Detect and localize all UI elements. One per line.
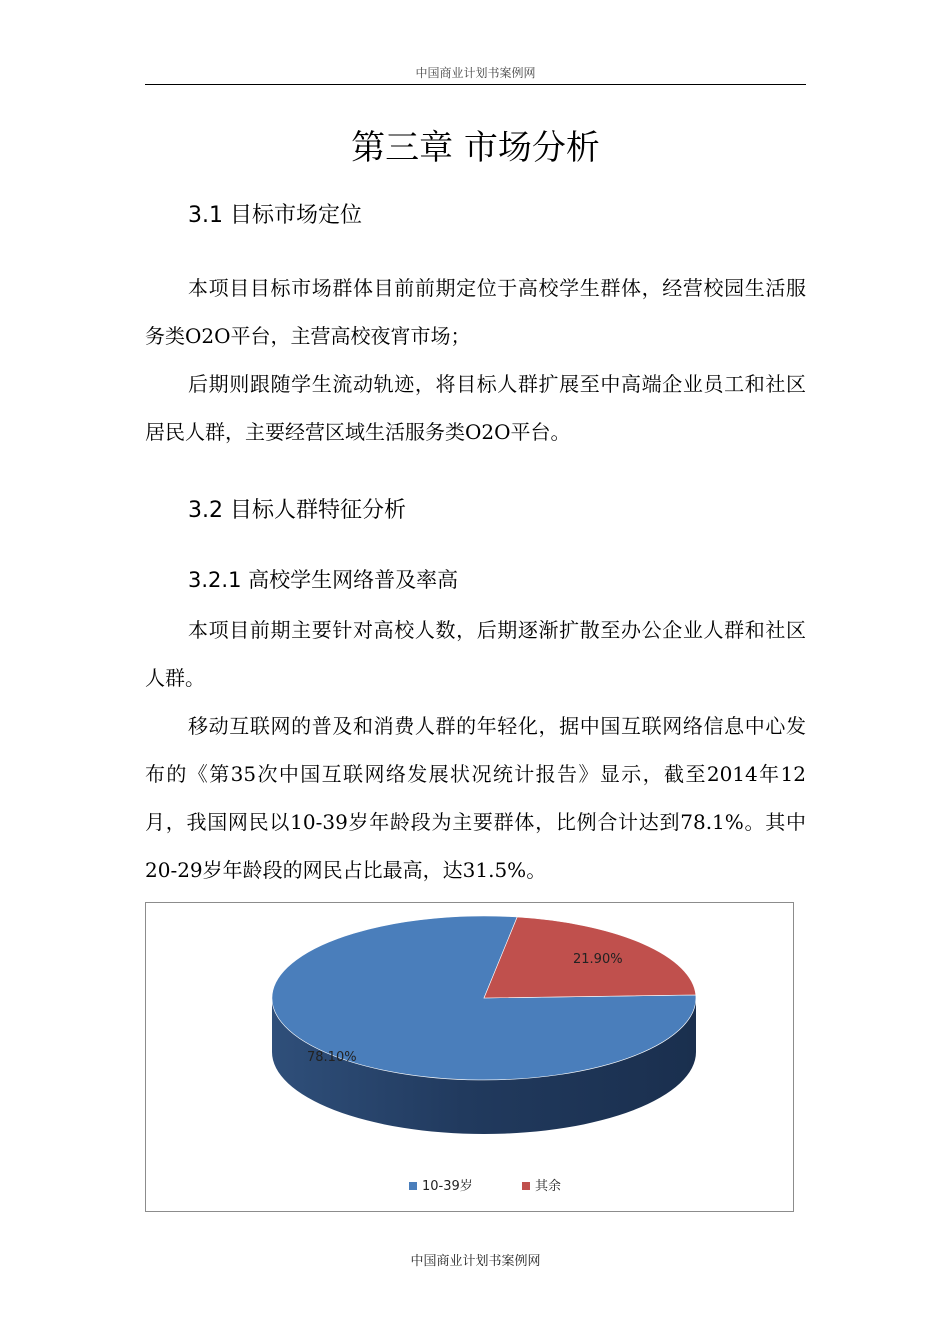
pie-chart <box>145 902 794 1212</box>
subsection-heading-3-2-1: 3.2.1 高校学生网络普及率高 <box>188 568 459 592</box>
paragraph: 移动互联网的普及和消费人群的年轻化，据中国互联网络信息中心发布的《第35次中国互联网络发展状况统计报告》显示，截至2014年12月，我国网民以10-39岁年龄段为主要群体，比例合计达到78.1%。其中20-29岁年龄段的网民占比最高，达31.5%。 <box>145 714 806 882</box>
page-header: 中国商业计划书案例网 <box>415 66 536 80</box>
legend-swatch-other <box>522 1182 530 1190</box>
section-heading-3-2: 3.2 目标人群特征分析 <box>188 498 406 523</box>
data-label-10-39: 78.10% <box>307 1050 357 1065</box>
page-footer: 中国商业计划书案例网 <box>410 1254 541 1269</box>
data-label-other: 21.90% <box>573 952 623 967</box>
chapter-title: 第三章 市场分析 <box>351 128 600 168</box>
paragraph: 本项目前期主要针对高校人数，后期逐渐扩散至办公企业人群和社区人群。 <box>145 618 806 690</box>
legend-label-other: 其余 <box>535 1179 562 1194</box>
legend-label-10-39: 10-39岁 <box>422 1179 473 1194</box>
paragraph: 本项目目标市场群体目前前期定位于高校学生群体，经营校园生活服务类O2O平台，主营高校夜宵市场； <box>145 276 806 348</box>
header-divider <box>145 84 806 85</box>
section-heading-3-1: 3.1 目标市场定位 <box>188 203 362 228</box>
paragraph: 后期则跟随学生流动轨迹，将目标人群扩展至中高端企业员工和社区居民人群，主要经营区域生活服务类O2O平台。 <box>145 372 806 444</box>
legend-swatch-10-39 <box>409 1182 417 1190</box>
